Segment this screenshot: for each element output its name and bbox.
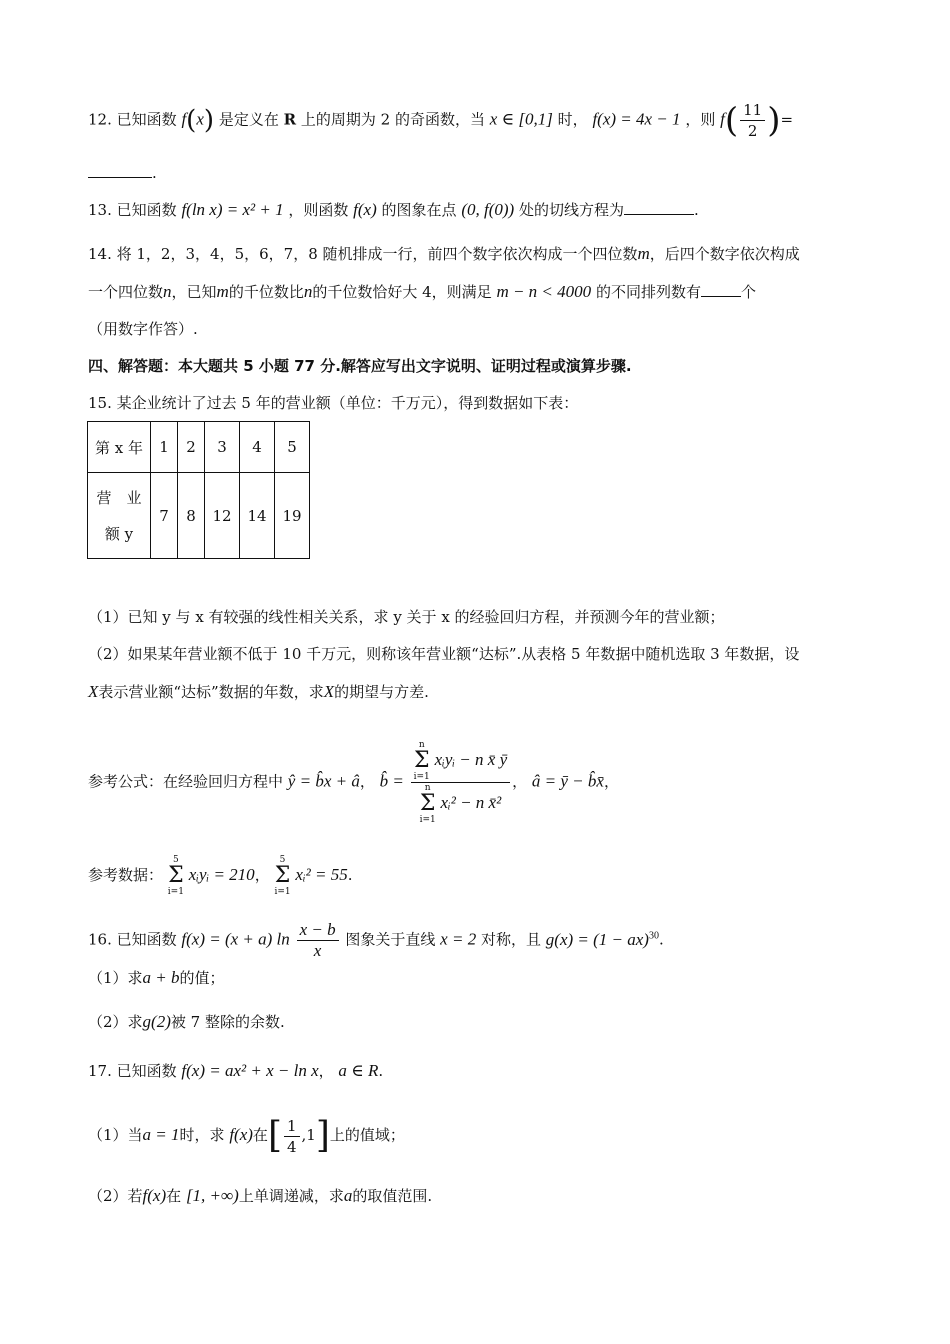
q17-interval-fraction: $\frac{1}{4}$ [284,1116,300,1157]
q14-answer-blank [701,281,741,297]
q14-m: m [637,244,650,263]
q12-text-3: 上的周期为 2 的奇函数，当 [300,110,485,129]
q12-condition: x ∈ [0,1] [489,109,553,129]
table-cell: 4 [240,422,275,473]
q14-inequality: m − n < 4000 [496,282,592,301]
table-cell: 1 [151,422,178,473]
q16-fraction: $\frac{x - b}{x}$ [297,920,339,961]
question-14-line-2: 一个四位数n，已知m的千位数比n的千位数恰好大 4，则满足 m − n < 4000 的不同排列数有 个 [88,282,756,301]
q12-text-4: 时， [557,110,588,129]
q12-text-5: ，则 [685,110,716,129]
q16-function: f(x) = (x + a) ln [181,929,290,949]
section-4-heading: 四、解答题：本大题共 5 小题 77 分.解答应写出文字说明、证明过程或演算步骤. [88,357,632,375]
q13-text-3: 的图象在点 [381,201,457,219]
q12-answer-blank [88,162,152,178]
q12-expression: f(x) = 4x − 1 [592,109,681,129]
reference-data-2: xᵢ² = 55 [295,865,348,884]
question-12: 12. 已知函数 f(x) 是定义在 R 上的周期为 2 的奇函数，当 x ∈ [0,1] 时， f(x) = 4x − 1 ，则 f( $\frac{11}{2}$ )= [88,100,794,141]
table-header-year: 第 x 年 [88,422,151,473]
q12-x: x [196,109,204,129]
question-17-part-2: （2）若f(x)在 [1, +∞)上单调递减，求a的取值范围. [88,1186,433,1205]
q13-point: (0, f(0)) [461,200,515,219]
q13-expression: f(ln x) = x² + 1 [181,200,284,219]
table-cell: 8 [178,473,205,559]
bhat-fraction: n Σ i=1 xᵢyᵢ − n x̄ ȳ n Σ i=1 xᵢ² − n x̄² [411,740,510,825]
q13-answer-blank [624,199,694,215]
table-cell: 7 [151,473,178,559]
question-15-intro: 15. 某企业统计了过去 5 年的营业额（单位：千万元），得到数据如下表： [88,394,579,412]
question-17-part-1: （1）当a = 1时，求 f(x)在[ $\frac{1}{4}$ ,1]上的值域； [88,1115,405,1156]
table-header-revenue: 营 业 额 y [88,473,151,559]
question-15-part-2a: （2）如果某年营业额不低于 10 千万元，则称该年营业额“达标”.从表格 5 年数据中随机选取 3 年数据，设 [88,645,800,663]
q12-text-2: 是定义在 [218,110,279,129]
question-13: 13. 已知函数 f(ln x) = x² + 1 ，则函数 f(x) 的图象在点 (0, f(0)) 处的切线方程为 . [88,200,699,219]
table-cell: 14 [240,473,275,559]
question-16-part-1: （1）求a + b的值； [88,968,225,987]
question-15-part-1: （1）已知 y 与 x 有较强的线性相关关系，求 y 关于 x 的经验回归方程，并预测今年的营业额； [88,608,725,626]
q12-fraction: $\frac{11}{2}$ [740,100,765,141]
q16-g-function: g(x) = (1 − ax)$^{30}$ [545,929,659,949]
question-17: 17. 已知函数 f(x) = ax² + x − ln x， a ∈ R. [88,1061,384,1080]
reference-data: 参考数据： 5 Σ i=1 xᵢyᵢ = 210， 5 Σ i=1 xᵢ² = 55. [88,855,353,897]
question-14-line-1: 14. 将 1，2，3，4，5，6，7，8 随机排成一行，前四个数字依次构成一个四位数m，后四个数字依次构成 [88,244,800,263]
q13-fx: f(x) [353,200,377,219]
question-16-part-2: （2）求g(2)被 7 整除的余数. [88,1012,285,1031]
question-16: 16. 已知函数 f(x) = (x + a) ln $\frac{x - b}{x}$ 图象关于直线 x = 2 对称，且 g(x) = (1 − ax)$^{30}$. [88,920,664,961]
q13-text-1: 已知函数 [116,201,177,219]
q13-text-2: ，则函数 [288,201,349,219]
regression-equation: ŷ = b̂x + â [287,771,360,791]
table-cell: 19 [275,473,310,559]
table-cell: 3 [205,422,240,473]
q12-equals: = [780,110,794,129]
revenue-table [87,421,310,559]
question-15-part-2b: X表示营业额“达标”数据的年数，求X的期望与方差. [88,682,429,701]
q12-f: f [181,109,187,129]
table-cell: 2 [178,422,205,473]
q12-answer-line: . [88,162,157,184]
reference-data-1: xᵢyᵢ = 210 [188,865,255,884]
ahat-equation: â = ȳ − b̂x̄ [531,771,604,791]
table-cell: 12 [205,473,240,559]
question-14-line-3: （用数字作答）. [88,320,198,338]
table-cell: 5 [275,422,310,473]
q13-number: 13. [88,201,112,219]
q12-number: 12. [88,110,112,129]
q13-text-4: 处的切线方程为 [519,201,625,219]
reference-formula: 参考公式：在经验回归方程中 ŷ = b̂x + â， b̂ = n Σ i=1 xᵢyᵢ − n x̄ ȳ n Σ i=1 xᵢ² − n x̄² ， â = ȳ − b̂x̄， [88,740,619,825]
q12-text-1: 已知函数 [116,110,177,129]
q17-function: f(x) = ax² + x − ln x [181,1061,319,1080]
q12-real-set: R [283,110,297,129]
